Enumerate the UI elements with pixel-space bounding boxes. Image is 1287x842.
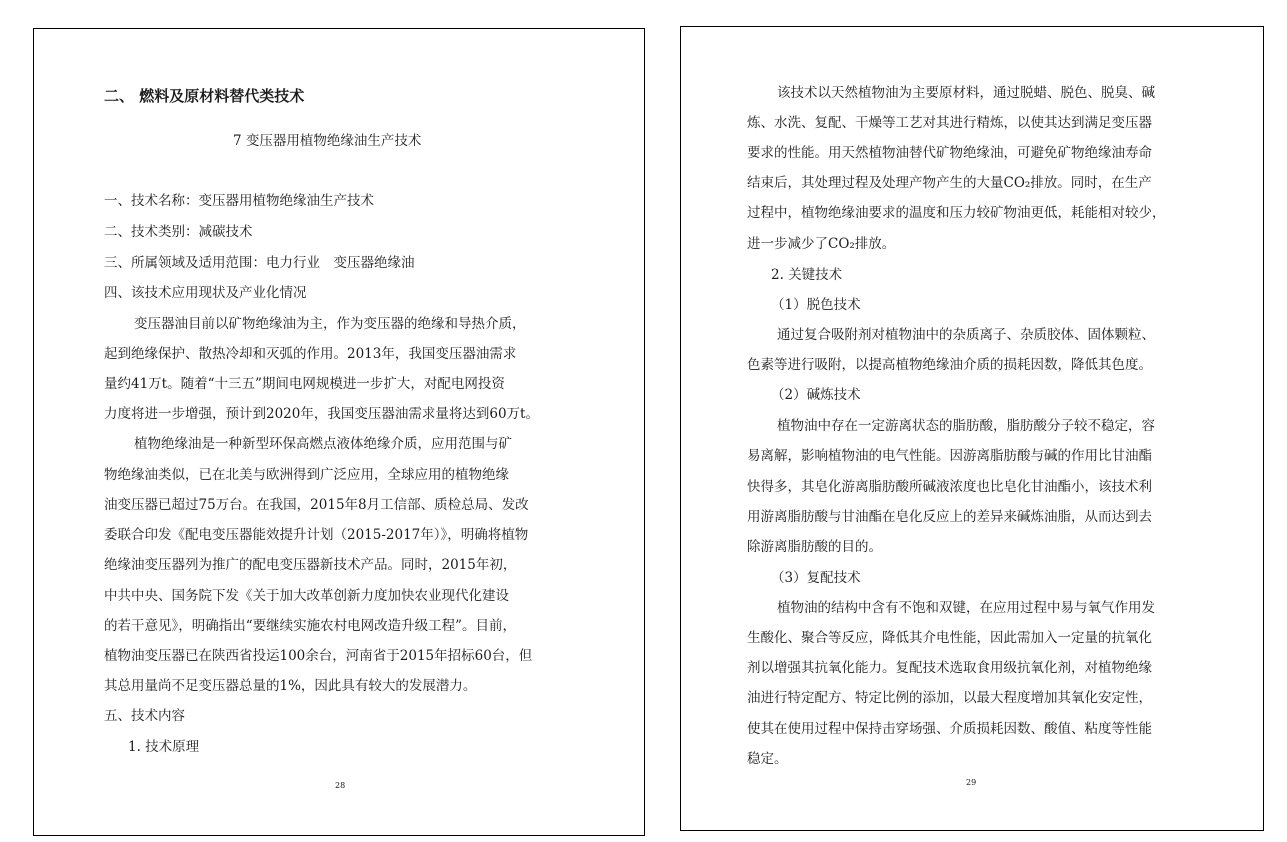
paragraph-line: 植物油变压器已在陕西省投运100余台，河南省于2015年招标60台，但 [104, 648, 533, 664]
section-heading: 二、 燃料及原材料替代类技术 [104, 87, 305, 105]
item-status: 四、该技术应用现状及产业化情况 [104, 285, 307, 301]
paragraph-line: 力度将进一步增强，预计到2020年，我国变压器油需求量将达到60万t。 [104, 406, 539, 422]
item-tech-category: 二、技术类别：减碳技术 [104, 224, 253, 240]
paragraph-line: 快得多，其皂化游离脂肪酸所碱液浓度也比皂化甘油酯小，该技术利 [747, 479, 1152, 495]
paragraph-line: 变压器油目前以矿物绝缘油为主，作为变压器的绝缘和导热介质， [134, 316, 526, 332]
sub-heading-key-tech: 2. 关键技术 [771, 267, 843, 283]
paragraph-line: 植物油的结构中含有不饱和双键，在应用过程中易与氧气作用发 [777, 600, 1155, 616]
paragraph-line: 除游离脂肪酸的目的。 [747, 539, 882, 555]
paragraph-line: 色素等进行吸附，以提高植物绝缘油介质的损耗因数，降低其色度。 [747, 357, 1152, 373]
paragraph-line: 油进行特定配方、特定比例的添加，以最大程度增加其氧化安定性， [747, 690, 1152, 706]
paragraph-line: 植物油中存在一定游离状态的脂肪酸，脂肪酸分子较不稳定，容 [777, 418, 1155, 434]
page-number: 28 [335, 781, 346, 790]
paragraph-line: 中共中央、国务院下发《关于加大改革创新力度加快农业现代化建设 [104, 588, 509, 604]
paragraph-line: 起到绝缘保护、散热冷却和灭弧的作用。2013年，我国变压器油需求 [104, 346, 517, 362]
paragraph-line: 生酸化、聚合等反应，降低其介电性能，因此需加入一定量的抗氧化 [747, 630, 1152, 646]
item-tech-name: 一、技术名称：变压器用植物绝缘油生产技术 [104, 193, 374, 209]
paragraph-line: 剂以增强其抗氧化能力。复配技术选取食用级抗氧化剂，对植物绝缘 [747, 660, 1152, 676]
heading-decolor: （1）脱色技术 [771, 297, 861, 313]
paragraph-line: 绝缘油变压器列为推广的配电变压器新技术产品。同时，2015年初， [104, 557, 517, 573]
paragraph-line: 该技术以天然植物油为主要原材料，通过脱蜡、脱色、脱臭、碱 [777, 85, 1155, 101]
paragraph-line: 用游离脂肪酸与甘油酯在皂化反应上的差异来碱炼油脂，从而达到去 [747, 509, 1152, 525]
paragraph-line: 稳定。 [747, 751, 788, 767]
paragraph-line: 易离解，影响植物油的电气性能。因游离脂肪酸与碱的作用比甘油酯 [747, 448, 1152, 464]
left-page [33, 28, 645, 836]
heading-alkali: （2）碱炼技术 [771, 387, 861, 403]
paragraph-line: 结束后，其处理过程及处理产物产生的大量CO₂排放。同时，在生产 [747, 175, 1152, 191]
paragraph-line: 炼、水洗、复配、干燥等工艺对其进行精炼，以使其达到满足变压器 [747, 115, 1152, 131]
paragraph-line: 过程中，植物绝缘油要求的温度和压力较矿物油更低，耗能相对较少， [747, 205, 1166, 221]
paragraph-line: 油变压器已超过75万台。在我国，2015年8月工信部、质检总局、发改 [104, 497, 529, 513]
doc-title: 7 变压器用植物绝缘油生产技术 [233, 133, 422, 149]
paragraph-line: 委联合印发《配电变压器能效提升计划（2015-2017年）》，明确将植物 [104, 527, 529, 543]
paragraph-line: 进一步减少了CO₂排放。 [747, 236, 896, 252]
page-number: 29 [966, 778, 977, 787]
paragraph-line: 物绝缘油类似，已在北美与欧洲得到广泛应用，全球应用的植物绝缘 [104, 467, 509, 483]
paragraph-line: 其总用量尚不足变压器总量的1%，因此具有较大的发展潜力。 [104, 678, 477, 694]
paragraph-line: 量约41万t。随着“十三五”期间电网规模进一步扩大，对配电网投资 [104, 376, 505, 392]
item-content: 五、技术内容 [104, 708, 185, 724]
paragraph-line: 要求的性能。用天然植物油替代矿物绝缘油，可避免矿物绝缘油寿命 [747, 145, 1152, 161]
item-field-scope: 三、所属领域及适用范围：电力行业 变压器绝缘油 [104, 255, 415, 271]
heading-blend: （3）复配技术 [771, 570, 861, 586]
paragraph-line: 的若干意见》，明确指出“要继续实施农村电网改造升级工程”。目前， [104, 618, 517, 634]
paragraph-line: 使其在使用过程中保持击穿场强、介质损耗因数、酸值、粘度等性能 [747, 721, 1152, 737]
paragraph-line: 通过复合吸附剂对植物油中的杂质离子、杂质胶体、固体颗粒、 [777, 327, 1155, 343]
paragraph-line: 植物绝缘油是一种新型环保高燃点液体绝缘介质，应用范围与矿 [134, 436, 512, 452]
right-page [680, 26, 1264, 831]
sub-heading-principle: 1. 技术原理 [128, 739, 200, 755]
